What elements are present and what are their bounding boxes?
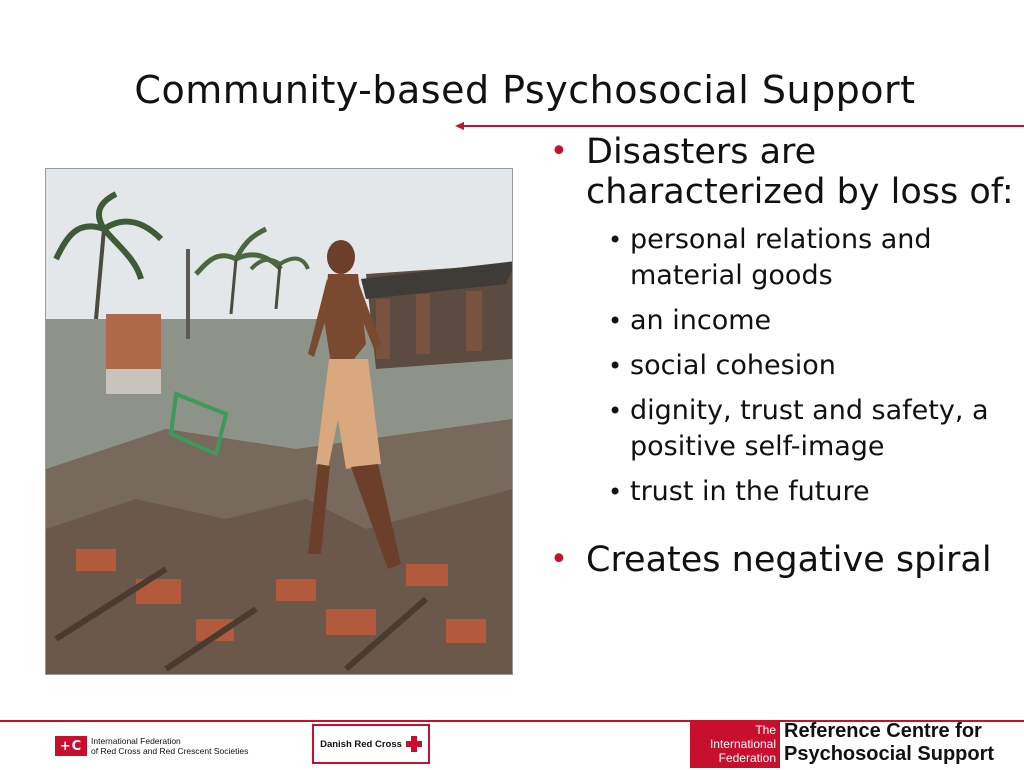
bullet-item [548, 540, 1018, 580]
red-cross-icon [406, 736, 422, 752]
bullet-text: Disasters are characterized by loss of: [586, 132, 1014, 212]
ifrc-line-2: of Red Cross and Red Crescent Societies [91, 746, 249, 756]
sub-bullet-item [586, 474, 1018, 510]
sub-bullet-text: personal relations and material goods [630, 224, 932, 291]
red-cross-crescent-icon: +C [55, 736, 87, 756]
ref-title-2: Psychosocial Support [784, 743, 995, 765]
bullet-item [548, 132, 1018, 510]
ref-line-2: International [709, 737, 776, 751]
sub-bullet-item [586, 222, 1018, 294]
sub-bullet-item [586, 348, 1018, 384]
sub-bullet-text: an income [630, 305, 772, 336]
ref-line-1: The [755, 723, 776, 737]
bullet-dot-icon: • [608, 397, 623, 425]
bullet-dot-icon: • [608, 352, 623, 380]
ref-line-3: Federation [718, 751, 776, 765]
ref-title-1: Reference Centre for [784, 720, 982, 742]
danish-red-cross-logo [312, 724, 430, 764]
ifrc-logo [55, 736, 248, 756]
sub-bullet-text: dignity, trust and safety, a positive self-image [630, 395, 989, 462]
drc-label: Danish Red Cross [320, 738, 402, 750]
bullet-list [548, 132, 1018, 580]
ref-centre-logo-block [690, 720, 780, 768]
sub-bullet-text: social cohesion [630, 350, 836, 381]
bullet-dot-icon: • [550, 134, 568, 169]
ifrc-name [91, 736, 248, 756]
ref-centre-title [784, 720, 1024, 766]
bullet-dot-icon: • [608, 478, 623, 506]
slide-title: Community-based Psychosocial Support [134, 68, 916, 112]
arrow-left-icon [455, 122, 464, 130]
sub-bullet-item [586, 393, 1018, 465]
sub-bullet-text: trust in the future [630, 476, 870, 507]
ifrc-line-1: International Federation [91, 736, 181, 746]
bullet-dot-icon: • [608, 226, 623, 254]
title-divider-line [462, 125, 1024, 127]
bullet-dot-icon: • [608, 307, 623, 335]
bullet-dot-icon: • [550, 542, 568, 577]
sub-bullet-list [586, 222, 1018, 510]
sub-bullet-item [586, 303, 1018, 339]
bullet-text: Creates negative spiral [586, 540, 992, 580]
disaster-photo [45, 168, 513, 675]
